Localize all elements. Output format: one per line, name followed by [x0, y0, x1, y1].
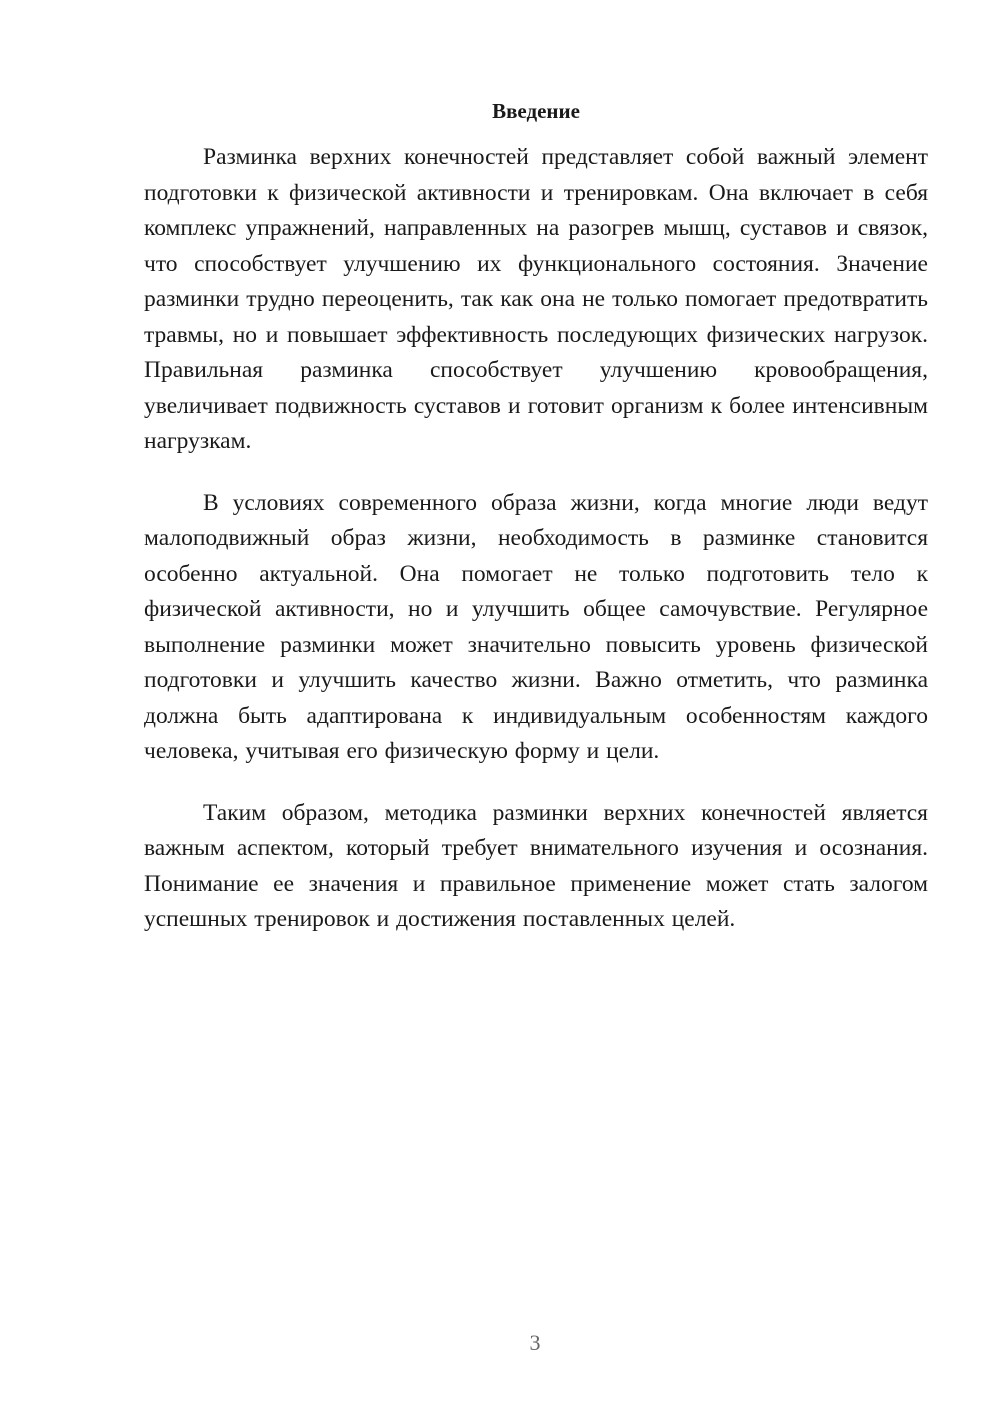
page-number: 3 [529, 1330, 541, 1355]
paragraph-2: В условиях современного образа жизни, когда многие люди ведут малоподвижный образ жизни, необходимость в разминке становится особенно актуальной. Она помогает не только подготовить тело к физической активности, но и улучшить общее самочувствие. Регулярное выполнение разминки может значительно повысить уровень физической подготовки и улучшить качество жизни. Важно отметить, что разминка должна быть адаптирована к индивидуальным особенностям каждого человека, учитывая его физическую форму и цели. [144, 489, 928, 764]
paragraph-3: Таким образом, методика разминки верхних конечностей является важным аспектом, который требует внимательного изучения и осознания. Понимание ее значения и правильное применение может стать залогом успешных тренировок и достижения поставленных целей. [144, 799, 928, 932]
paragraph-1: Разминка верхних конечностей представляет собой важный элемент подготовки к физической активности и тренировкам. Она включает в себя комплекс упражнений, направленных на разогрев мышц, суставов и связок, что способствует улучшению их функционального состояния. Значение разминки трудно переоценить, так как она не только помогает предотвратить травмы, но и повышает эффективность последующих физических нагрузок. Правильная разминка способствует улучшению кровообращения, увеличивает подвижность суставов и готовит организм к более интенсивным нагрузкам. [144, 144, 928, 454]
page-content [144, 96, 928, 964]
section-title: Введение [492, 99, 580, 123]
